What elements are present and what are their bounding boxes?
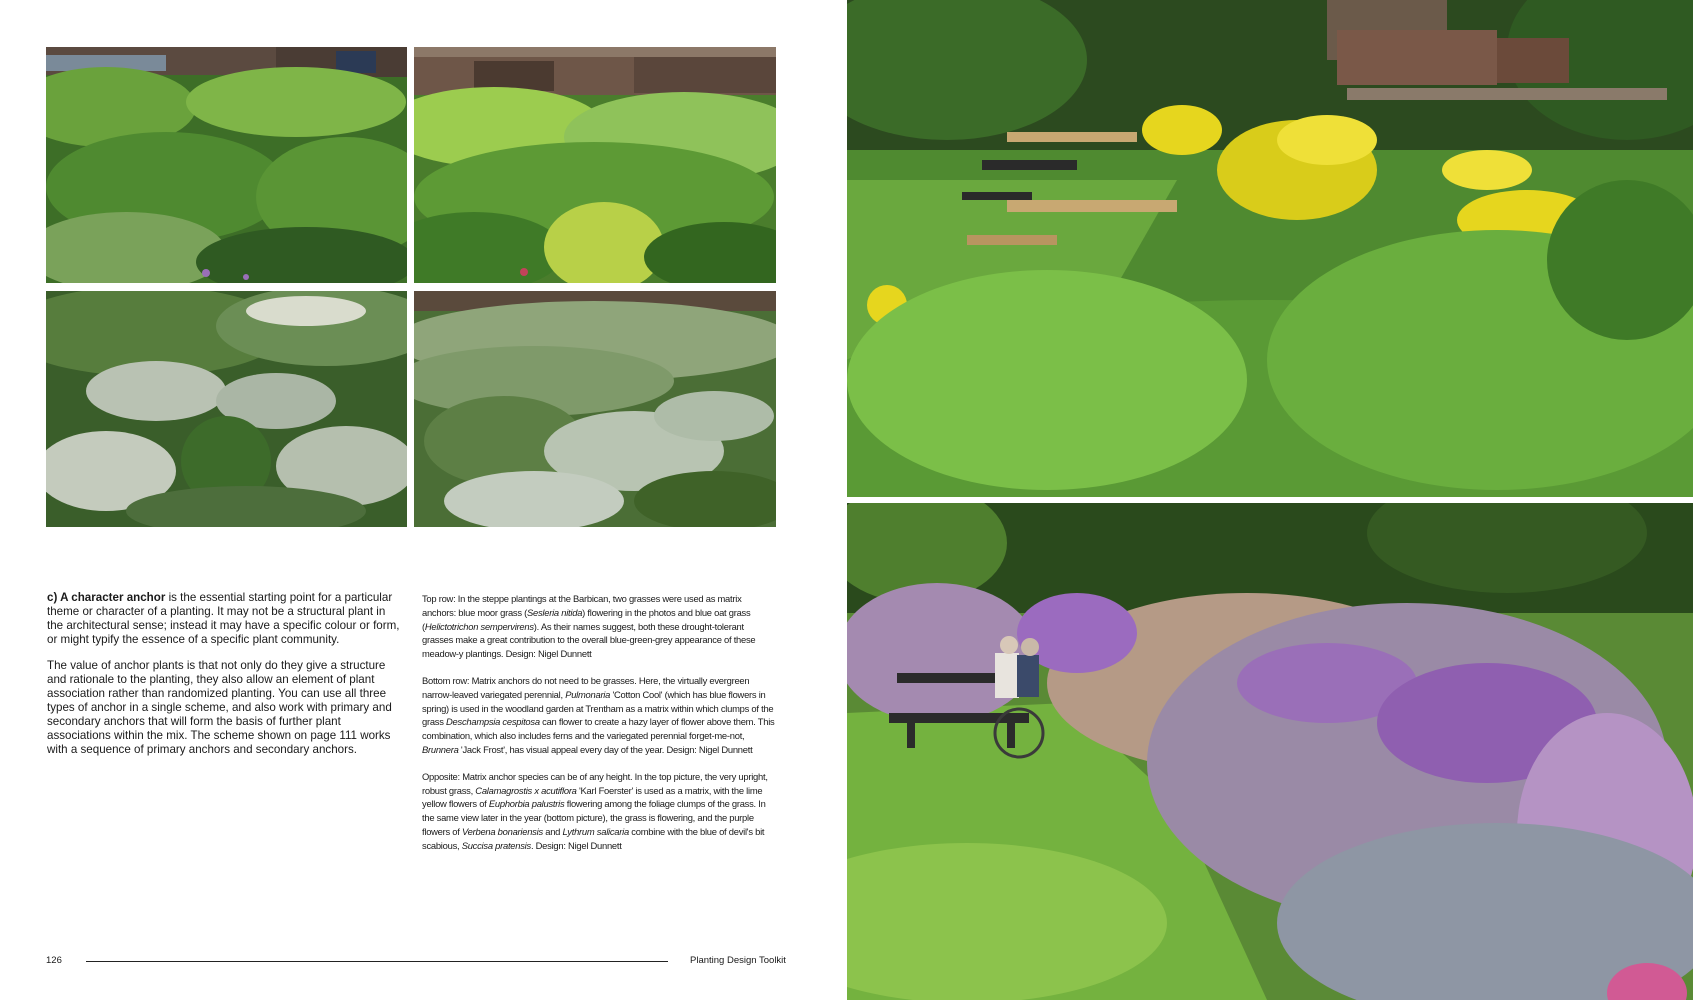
caption-species: Lythrum salicaria [562,825,629,837]
caption-species: Euphorbia palustris [488,798,565,810]
caption-species: Brunnera [422,743,459,755]
caption-species: Succisa pratensis [461,839,531,851]
photo-trentham-pulmonaria-left [46,291,407,527]
character-anchor-lead: c) A character anchor [47,591,166,604]
photo-trentham-pulmonaria-right [414,291,776,527]
caption-text: Top row: In the steppe plantings at the Barbican, two grasses were used as matrix anchors: blue moor grass ( [422,593,742,618]
caption-text: 'Karl Foerster' is used as a matrix, with the lime yellow flowers of [422,784,763,810]
caption-text: ). As their names suggest, both these drought-tolerant grasses make a great contribution to the overall blue-green-grey appearance of these meadow-y plantings. Design: Nigel Dunnett [422,620,756,660]
page-number: 126 [46,955,62,966]
caption-text: and [542,825,563,837]
footer-rule [86,961,668,962]
photo-barbican-steppe-right [414,47,776,283]
caption-text: . Design: Nigel Dunnett [530,839,622,851]
caption-species: Sesleria nitida [527,606,583,618]
caption-species: Helictotrichon sempervirens [424,620,534,632]
caption-text: can flower to create a hazy layer of flower above them. This combination, which also includes ferns and the variegated perennial forget-me-not, [422,716,775,742]
body-text [47,591,402,769]
character-anchor-text: is the essential starting point for a particular theme or character of a planting. It may not be a structural plant in the architectural sense; instead it may have a specific colour or form, or might typify the essence of a specific plant community. [47,591,400,646]
caption-opposite [422,770,776,853]
photo-barbican-steppe-left [46,47,407,283]
caption-text: flowering among the foliage clumps of the grass. In the same view later in the year (bottom picture), the grass is flowering, and the purple flowers of [422,798,766,837]
body-paragraph-anchor-value: The value of anchor plants is that not only do they give a structure and rationale to the planting, they also allow an element of plant association rather than randomized planting. You can use all three types of anchor in a single scheme, and also work with primary and secondary anchors that will form the basis of further plant associations within the mix. The scheme shown on page 111 works with a sequence of primary anchors and secondary anchors. [47,659,392,756]
caption-species: Deschampsia cespitosa [446,716,540,728]
caption-species: Calamagrostis x acutiflora [475,784,577,796]
body-paragraph-character-anchor [47,591,402,647]
caption-species: Pulmonaria [565,688,611,700]
caption-text: Bottom row: Matrix anchors do not need to be grasses. Here, the virtually evergreen narrow-leaved variegated perennial, [422,674,750,700]
caption-text: combine with the blue of devil's bit scabious, [422,825,765,851]
caption-text: 'Jack Frost', has visual appeal every day of the year. Design: Nigel Dunnett [458,743,753,755]
caption-text: 'Cotton Cool' (which has blue flowers in spring) is used in the woodland garden at Trentham as a matrix within which clumps of the grass [422,688,774,728]
caption-species: Verbena bonariensis [461,825,543,837]
running-footer-title: Planting Design Toolkit [690,955,786,966]
photo-calamagrostis-euphorbia-picnic [847,0,1693,497]
caption-bottom-row [422,674,776,757]
caption-text: Opposite: Matrix anchor species can be of any height. In the top picture, the very upright, robust grass, [422,770,768,796]
caption-text: ) flowering in the photos and blue oat grass ( [422,606,751,632]
photo-grass-flowering-verbena-lythrum [847,503,1693,1000]
caption-top-row [422,592,776,661]
captions [422,592,776,866]
